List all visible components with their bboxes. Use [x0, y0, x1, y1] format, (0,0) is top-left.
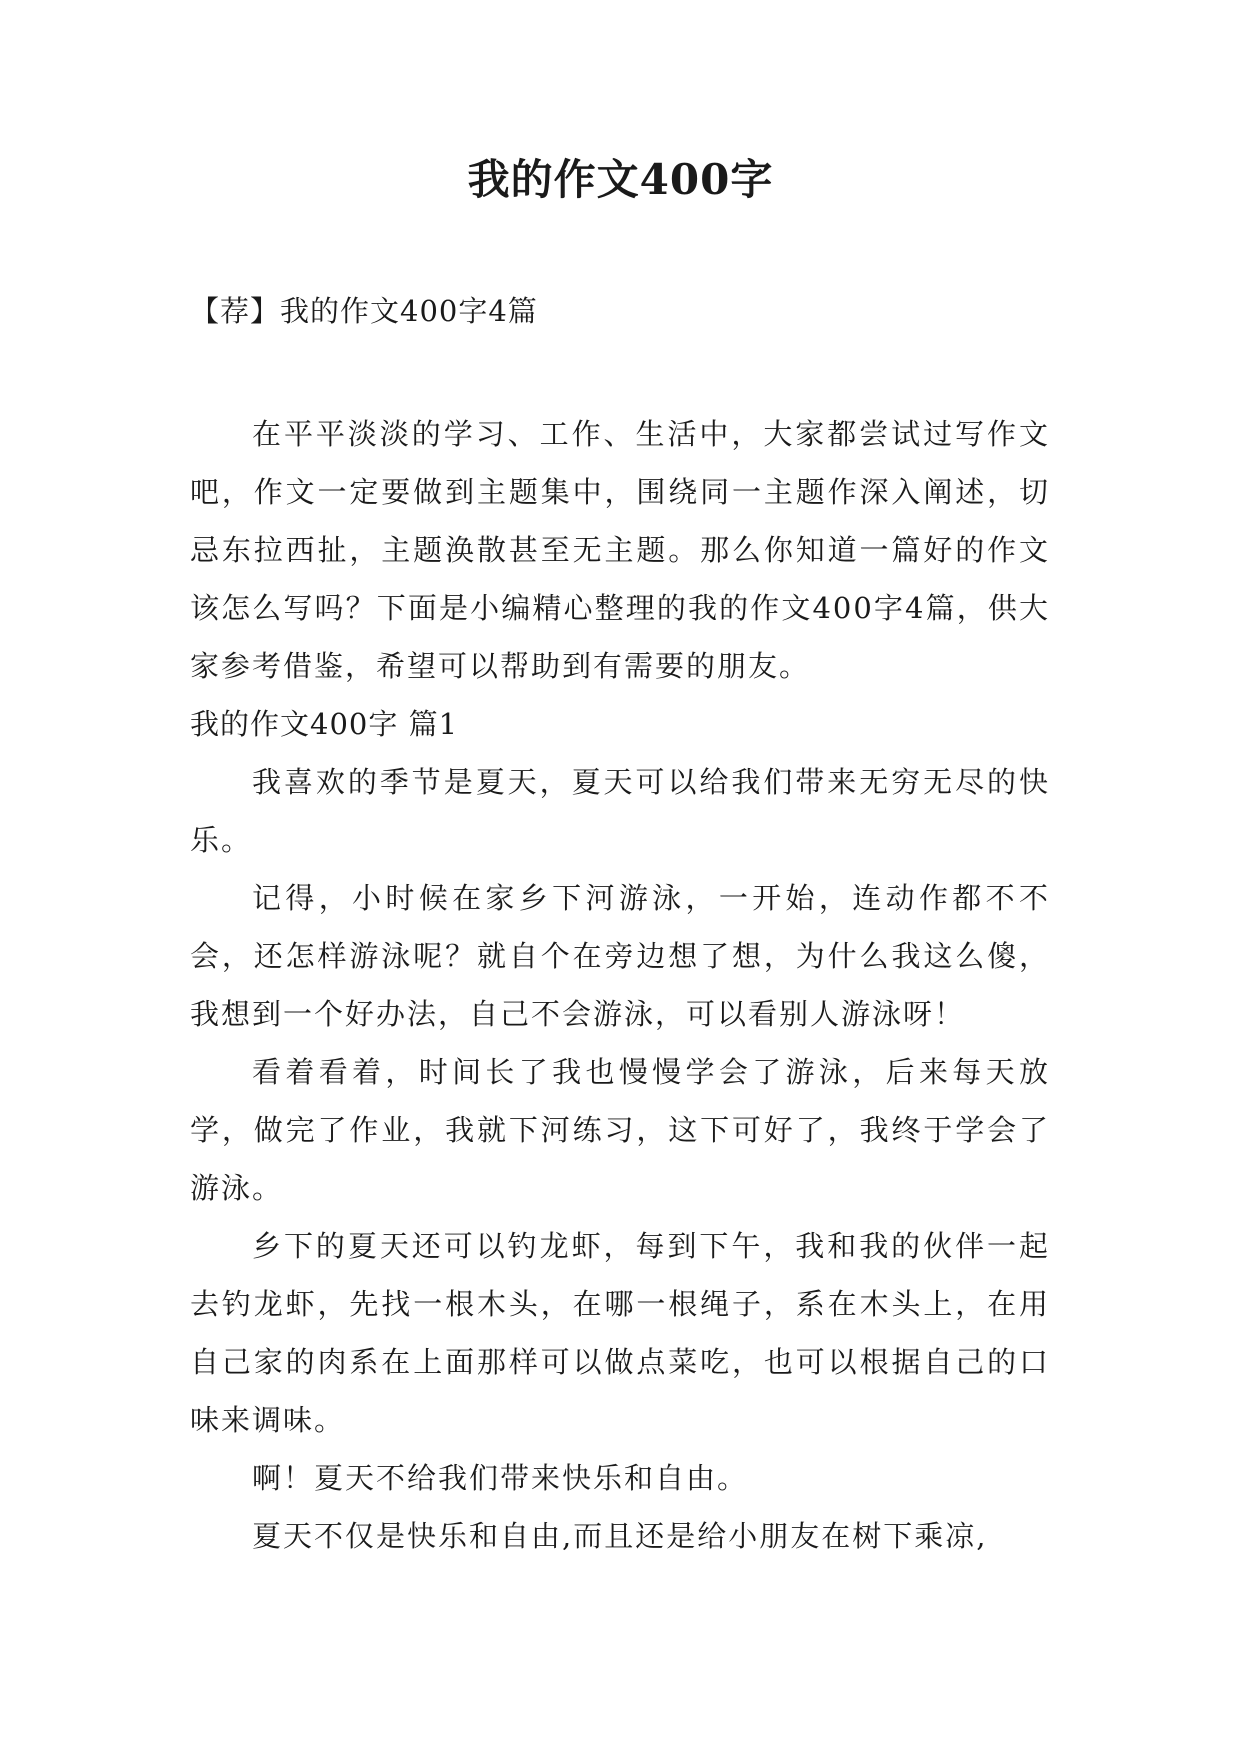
intro-line: 作文该怎么写吗？下面是小编精心整理的我的作文400字4: [190, 533, 1050, 625]
essay-paragraph: 我喜欢的季节是夏天，夏天可以给我们带来无穷无尽的快乐。: [190, 765, 1050, 857]
section-heading: 我的作文400字 篇1: [190, 707, 459, 741]
essay-paragraph: 记得，小时候在家乡下河游泳，一开始，连动作都不不会，还怎样游泳呢？就自个在旁边想了想，为什么我这么傻，我想到一个好办法，自己不会游泳，可以看别人游泳呀！: [190, 881, 1050, 1031]
document-subtitle: 【荐】我的作文400字4篇: [190, 294, 538, 328]
intro-line: 在平平淡淡的学习、工作、生活中，大家都尝试过写作: [252, 417, 1019, 451]
essay-paragraph: 乡下的夏天还可以钓龙虾，每到下午，我和我的伙伴一起去钓龙虾，先找一根木头，在哪一根绳子，系在木头上，在用自己家的肉系在上面那样可以做点菜吃，也可以根据自己的口味来调味。: [190, 1229, 1050, 1437]
essay-paragraph: 夏天不仅是快乐和自由,而且还是给小朋友在树下乘凉,: [252, 1519, 988, 1553]
essay-paragraph: 啊！夏天不给我们带来快乐和自由。: [252, 1461, 749, 1495]
document-title: 我的作文400字: [467, 155, 774, 204]
intro-line: 切忌东拉西扯，主题涣散甚至无主题。那么你知道一篇好的: [190, 475, 1050, 567]
intro-line: 文吧，作文一定要做到主题集中，围绕同一主题作深入阐述，: [190, 417, 1050, 509]
document-body: [190, 405, 1050, 1565]
essay-paragraph: 看着看着，时间长了我也慢慢学会了游泳，后来每天放学，做完了作业，我就下河练习，这下可好了，我终于学会了游泳。: [190, 1055, 1050, 1205]
intro-line: 篇，供大家参考借鉴，希望可以帮助到有需要的朋友。: [190, 591, 1050, 683]
intro-paragraph: [190, 405, 1050, 695]
